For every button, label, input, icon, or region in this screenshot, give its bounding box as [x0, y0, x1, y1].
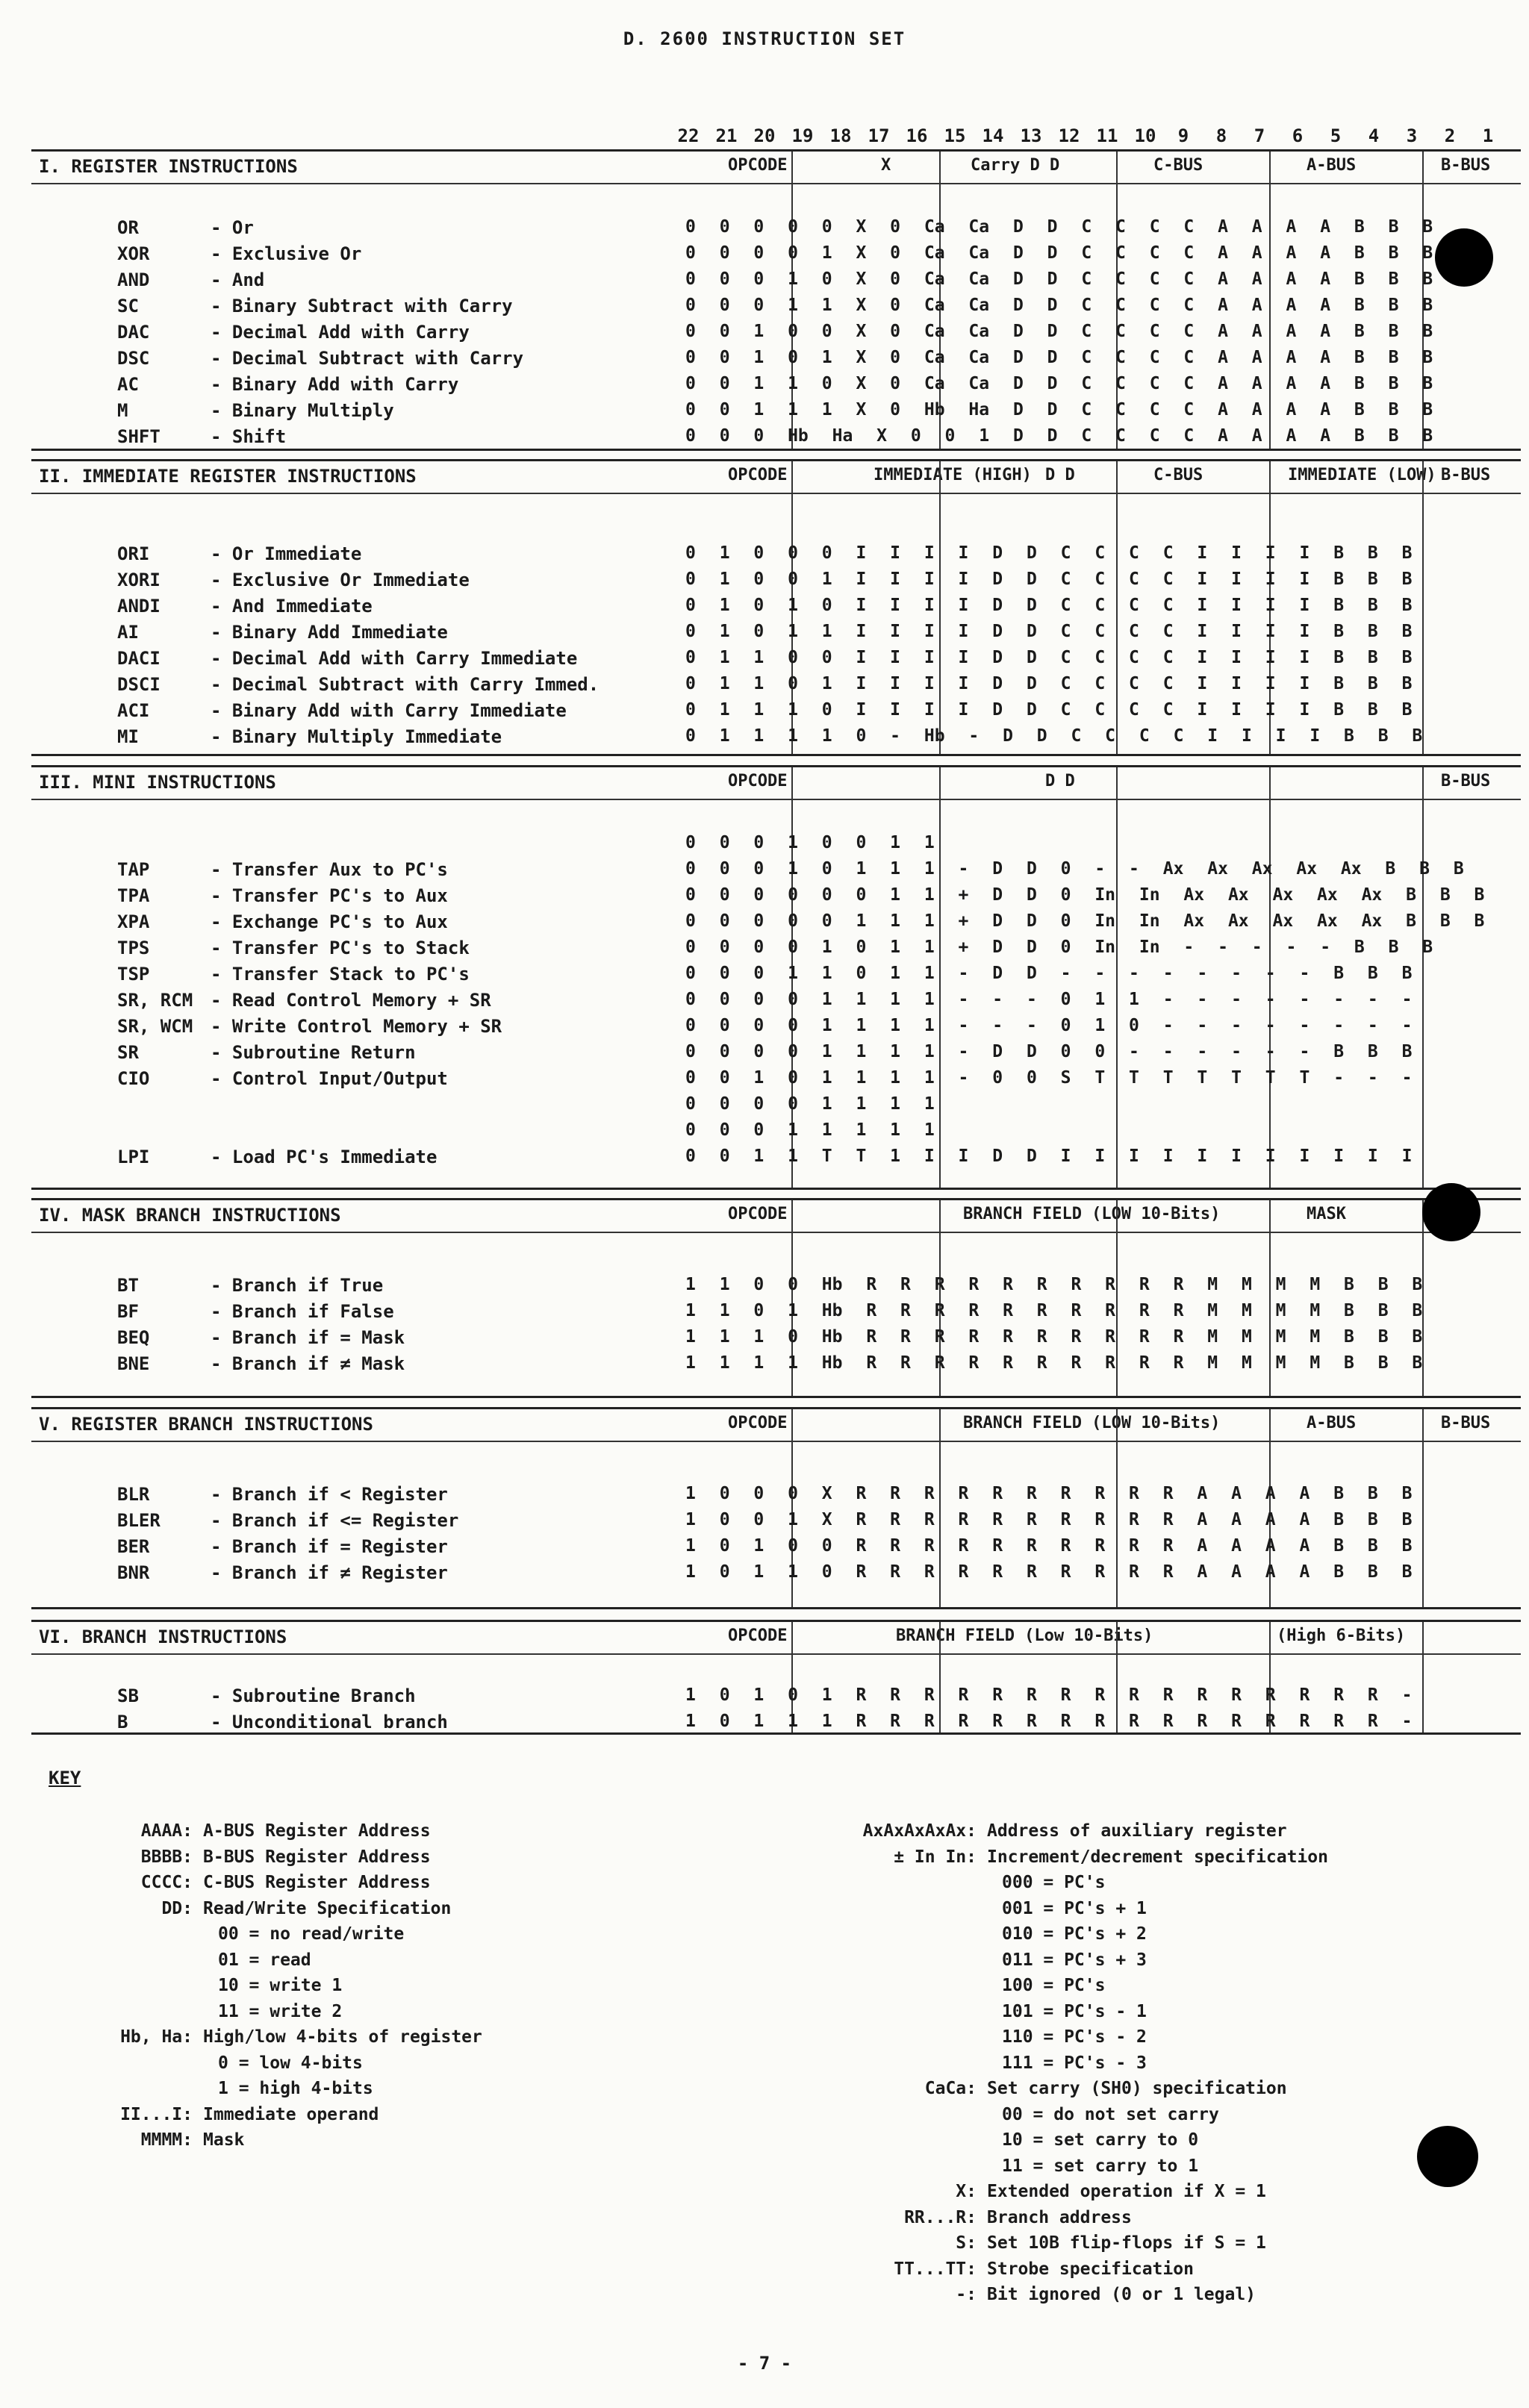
instruction-section: [31, 149, 1521, 451]
instruction-description: - Shift: [211, 426, 287, 447]
bit-encoding: 0 1 1 0 1 I I I I D D C C C C I I I I B B B: [685, 674, 1413, 693]
bit-number: 6: [1292, 125, 1304, 146]
mnemonic: SB: [117, 1685, 139, 1706]
bit-encoding: 1 0 0 1 X R R R R R R R R R R A A A A B B B: [685, 1510, 1413, 1529]
mnemonic: BNE: [117, 1353, 150, 1374]
key-definition: Address of auxiliary register: [987, 1821, 1287, 1841]
instruction-description: - Exclusive Or Immediate: [211, 570, 470, 590]
bit-encoding: 0 1 0 0 0 I I I I D D C C C C I I I I B B B: [685, 543, 1413, 563]
key-definition: High/low 4-bits of register: [203, 2027, 482, 2047]
bit-number: 22: [677, 125, 700, 146]
instruction-section: [31, 1198, 1521, 1398]
key-definition: 101 = PC's - 1: [1002, 2001, 1147, 2021]
bit-encoding: 0 0 0 0 0 0 1 1 + D D 0 In In Ax Ax Ax Ax Ax B B B: [685, 885, 1485, 905]
instruction-description: - And: [211, 269, 265, 290]
instruction-description: - Load PC's Immediate: [211, 1147, 437, 1167]
key-definition: B-BUS Register Address: [203, 1847, 431, 1867]
instruction-description: - Binary Multiply: [211, 400, 394, 421]
key-definition: Branch address: [987, 2207, 1132, 2227]
key-definition: Immediate operand: [203, 2104, 379, 2124]
bit-number: 1: [1482, 125, 1494, 146]
field-header: IMMEDIATE (HIGH): [874, 466, 1032, 484]
bit-number: 16: [906, 125, 928, 146]
mnemonic: TSP: [117, 964, 150, 985]
bit-encoding: 0 1 1 0 0 I I I I D D C C C C I I I I B B B: [685, 648, 1413, 667]
field-divider: [1422, 767, 1424, 1188]
field-header: B-BUS: [1441, 1414, 1491, 1432]
mnemonic: ORI: [117, 543, 150, 564]
bit-encoding: 0 0 1 1 0 X 0 Ca Ca D D C C C C A A A A B B B: [685, 374, 1433, 393]
bit-number: 5: [1330, 125, 1342, 146]
mnemonic: BER: [117, 1536, 150, 1557]
key-definition: Set carry (SH0) specification: [987, 2079, 1287, 2098]
bit-number: 15: [944, 125, 966, 146]
instruction-description: - Transfer Aux to PC's: [211, 859, 448, 880]
instruction-description: - Decimal Subtract with Carry: [211, 348, 524, 369]
punch-hole: [1435, 228, 1493, 287]
bit-number: 12: [1058, 125, 1080, 146]
bit-encoding: 0 0 0 0 1 0 1 1 + D D 0 In In - - - - - B B B: [685, 938, 1433, 957]
field-header: OPCODE: [728, 1626, 788, 1645]
mnemonic: DAC: [117, 322, 150, 343]
key-definition: Read/Write Specification: [203, 1898, 452, 1918]
mnemonic: OR: [117, 217, 139, 238]
section-header: [31, 767, 1521, 800]
instruction-description: - Decimal Subtract with Carry Immed.: [211, 674, 600, 695]
section-title: III. MINI INSTRUCTIONS: [39, 772, 276, 793]
bit-number: 3: [1406, 125, 1418, 146]
mnemonic: TAP: [117, 859, 150, 880]
mnemonic: ACI: [117, 700, 150, 721]
section-header: [31, 1200, 1521, 1233]
key-code: RR...R:: [904, 2207, 977, 2227]
key-definition: Strobe specification: [987, 2259, 1194, 2279]
field-header: B-BUS: [1441, 156, 1491, 175]
instruction-section: [31, 1620, 1521, 1735]
key-title: KEY: [49, 1768, 81, 1788]
instruction-description: - Binary Add with Carry Immediate: [211, 700, 567, 721]
instruction-description: - Read Control Memory + SR: [211, 990, 491, 1011]
section-title: V. REGISTER BRANCH INSTRUCTIONS: [39, 1414, 373, 1435]
instruction-description: - Binary Add Immediate: [211, 622, 448, 643]
bit-number: 17: [868, 125, 890, 146]
bit-encoding: 1 0 1 1 0 R R R R R R R R R R A A A A B B B: [685, 1562, 1413, 1582]
key-definition: 00 = do not set carry: [1002, 2104, 1219, 2124]
key-definition: 0 = low 4-bits: [218, 2053, 363, 2073]
bit-encoding: 0 0 0 1 0 X 0 Ca Ca D D C C C C A A A A B B B: [685, 269, 1433, 289]
instruction-description: - Unconditional branch: [211, 1712, 448, 1732]
key-code: MMMM:: [140, 2130, 193, 2150]
field-divider: [1422, 1200, 1424, 1396]
bit-number: 21: [715, 125, 738, 146]
bit-encoding: 0 0 0 1 1 1 1 1: [685, 1120, 935, 1140]
mnemonic: BEQ: [117, 1327, 150, 1348]
instruction-description: - Branch if <= Register: [211, 1510, 459, 1531]
instruction-description: - Transfer PC's to Stack: [211, 938, 470, 958]
key-code: BBBB:: [140, 1847, 193, 1867]
field-header: OPCODE: [728, 156, 788, 175]
section-title: II. IMMEDIATE REGISTER INSTRUCTIONS: [39, 466, 417, 487]
key-definition: 000 = PC's: [1002, 1873, 1106, 1892]
bit-number: 20: [753, 125, 776, 146]
bit-encoding: 0 0 0 1 1 X 0 Ca Ca D D C C C C A A A A B B B: [685, 296, 1433, 315]
key-definition: C-BUS Register Address: [203, 1873, 431, 1892]
bit-encoding: 0 1 0 0 1 I I I I D D C C C C I I I I B B B: [685, 570, 1413, 589]
field-header: B-BUS: [1441, 772, 1491, 790]
bit-encoding: 0 0 0 0 1 X 0 Ca Ca D D C C C C A A A A B B B: [685, 243, 1433, 263]
mnemonic: XPA: [117, 911, 150, 932]
instruction-description: - Transfer Stack to PC's: [211, 964, 470, 985]
key-code: Hb, Ha:: [120, 2027, 193, 2047]
field-header: Carry D D: [971, 156, 1060, 175]
bit-encoding: 0 0 0 0 1 1 1 1 - D D 0 0 - - - - - - B B B: [685, 1042, 1413, 1061]
key-code: TT...TT:: [894, 2259, 977, 2279]
mnemonic: AND: [117, 269, 150, 290]
section-header: [31, 1622, 1521, 1655]
field-header: OPCODE: [728, 772, 788, 790]
key-code: II...I:: [120, 2104, 193, 2124]
field-header: BRANCH FIELD (Low 10-Bits): [896, 1626, 1153, 1645]
bit-number: 11: [1096, 125, 1118, 146]
instruction-description: - Or: [211, 217, 254, 238]
bit-encoding: 1 0 1 0 1 R R R R R R R R R R R R R R R R -: [685, 1685, 1413, 1705]
instruction-description: - Decimal Add with Carry: [211, 322, 470, 343]
bit-number: 4: [1368, 125, 1380, 146]
bit-encoding: 0 0 1 0 1 X 0 Ca Ca D D C C C C A A A A B B B: [685, 348, 1433, 367]
bit-encoding: 0 0 0 0 1 1 1 1 - - - 0 1 1 - - - - - - - -: [685, 990, 1413, 1009]
mnemonic: BLR: [117, 1484, 150, 1505]
instruction-description: - Exclusive Or: [211, 243, 362, 264]
bit-encoding: 1 0 0 0 X R R R R R R R R R R A A A A B B B: [685, 1484, 1413, 1503]
bit-encoding: 0 1 1 1 0 I I I I D D C C C C I I I I B B B: [685, 700, 1413, 720]
bit-encoding: 0 0 1 1 1 X 0 Hb Ha D D C C C C A A A A B B B: [685, 400, 1433, 419]
mnemonic: BF: [117, 1301, 139, 1322]
bit-encoding: 1 1 1 1 Hb R R R R R R R R R R M M M M B B B: [685, 1353, 1423, 1373]
mnemonic: B: [117, 1712, 128, 1732]
punch-hole: [1422, 1183, 1480, 1241]
key-definition: 100 = PC's: [1002, 1976, 1106, 1995]
field-header: OPCODE: [728, 466, 788, 484]
key-definition: 110 = PC's - 2: [1002, 2027, 1147, 2047]
field-header: C-BUS: [1153, 156, 1203, 175]
field-header: C-BUS: [1153, 466, 1203, 484]
instruction-section: [31, 1407, 1521, 1609]
mnemonic: XORI: [117, 570, 161, 590]
bit-encoding: 0 0 1 0 0 X 0 Ca Ca D D C C C C A A A A B B B: [685, 322, 1433, 341]
bit-number: 19: [791, 125, 814, 146]
section-title: VI. BRANCH INSTRUCTIONS: [39, 1626, 287, 1647]
field-header: A-BUS: [1307, 156, 1357, 175]
bit-number: 18: [829, 125, 852, 146]
mnemonic: AI: [117, 622, 139, 643]
key-code: ± In In:: [894, 1847, 977, 1867]
key-code: -:: [956, 2285, 977, 2304]
bit-encoding: 0 0 0 1 0 0 1 1: [685, 833, 935, 852]
mnemonic: MI: [117, 726, 139, 747]
page-title: D. 2600 INSTRUCTION SET: [623, 28, 906, 49]
mnemonic: BLER: [117, 1510, 161, 1531]
page-number: - 7 -: [737, 2353, 792, 2374]
instruction-description: - Exchange PC's to Aux: [211, 911, 448, 932]
bit-encoding: 0 0 1 0 1 1 1 1 - 0 0 S T T T T T T T - - -: [685, 1068, 1413, 1088]
instruction-description: - Branch if ≠ Mask: [211, 1353, 405, 1374]
instruction-description: - Binary Subtract with Carry: [211, 296, 513, 316]
mnemonic: ANDI: [117, 596, 161, 617]
mnemonic: DSCI: [117, 674, 161, 695]
mnemonic: DACI: [117, 648, 161, 669]
key-definition: Increment/decrement specification: [987, 1847, 1328, 1867]
bit-number: 2: [1444, 125, 1456, 146]
section-header: [31, 461, 1521, 494]
mnemonic: TPS: [117, 938, 150, 958]
key-code: DD:: [161, 1898, 193, 1918]
mnemonic: CIO: [117, 1068, 150, 1089]
mnemonic: TPA: [117, 885, 150, 906]
field-divider: [1422, 1622, 1424, 1732]
bit-encoding: 0 0 0 0 0 1 1 1 + D D 0 In In Ax Ax Ax Ax Ax B B B: [685, 911, 1485, 931]
instruction-description: - Branch if < Register: [211, 1484, 448, 1505]
mnemonic: SR: [117, 1042, 139, 1063]
bit-encoding: 0 0 0 0 1 1 1 1 - - - 0 1 0 - - - - - - - -: [685, 1016, 1413, 1035]
field-divider: [1422, 461, 1424, 754]
key-definition: 011 = PC's + 3: [1002, 1950, 1147, 1970]
mnemonic: SR, WCM: [117, 1016, 193, 1037]
key-definition: Bit ignored (0 or 1 legal): [987, 2285, 1256, 2304]
bit-encoding: 0 0 1 1 T T 1 I I D D I I I I I I I I I I I: [685, 1147, 1413, 1166]
mnemonic: SHFT: [117, 426, 161, 447]
instruction-description: - Branch if False: [211, 1301, 394, 1322]
key-definition: 00 = no read/write: [218, 1924, 405, 1944]
key-definition: Extended operation if X = 1: [987, 2182, 1266, 2201]
instruction-description: - Branch if True: [211, 1275, 384, 1296]
instruction-section: [31, 459, 1521, 756]
field-header: IMMEDIATE (LOW): [1288, 466, 1436, 484]
mnemonic: BT: [117, 1275, 139, 1296]
mnemonic: SR, RCM: [117, 990, 193, 1011]
field-header: B-BUS: [1441, 466, 1491, 484]
bit-encoding: 0 1 1 1 1 0 - Hb - D D C C C C I I I I B B B: [685, 726, 1423, 746]
bit-encoding: 0 1 0 1 1 I I I I D D C C C C I I I I B B B: [685, 622, 1413, 641]
mnemonic: BNR: [117, 1562, 150, 1583]
instruction-section: [31, 765, 1521, 1190]
key-definition: 10 = write 1: [218, 1976, 343, 1995]
field-header: D D: [1045, 772, 1075, 790]
key-code: AAAA:: [140, 1821, 193, 1841]
key-code: AxAxAxAxAx:: [862, 1821, 977, 1841]
mnemonic: XOR: [117, 243, 150, 264]
instruction-description: - Branch if = Mask: [211, 1327, 405, 1348]
key-definition: Set 10B flip-flops if S = 1: [987, 2233, 1266, 2253]
key-definition: 010 = PC's + 2: [1002, 1924, 1147, 1944]
bit-encoding: 0 0 0 Hb Ha X 0 0 1 D D C C C C A A A A B B B: [685, 426, 1433, 446]
key-definition: 11 = set carry to 1: [1002, 2156, 1199, 2176]
bit-encoding: 1 1 0 0 Hb R R R R R R R R R R M M M M B B B: [685, 1275, 1423, 1294]
bit-encoding: 0 0 0 0 0 X 0 Ca Ca D D C C C C A A A A B B B: [685, 217, 1433, 237]
field-header: BRANCH FIELD (LOW 10-Bits): [963, 1414, 1221, 1432]
field-divider: [1422, 1409, 1424, 1607]
field-header: MASK: [1307, 1205, 1346, 1223]
key-definition: 111 = PC's - 3: [1002, 2053, 1147, 2073]
mnemonic: AC: [117, 374, 139, 395]
field-header: OPCODE: [728, 1205, 788, 1223]
section-header: [31, 152, 1521, 184]
key-definition: 001 = PC's + 1: [1002, 1898, 1147, 1918]
mnemonic: DSC: [117, 348, 150, 369]
bit-encoding: 0 1 0 1 0 I I I I D D C C C C I I I I B B B: [685, 596, 1413, 615]
key-code: CaCa:: [924, 2079, 977, 2098]
mnemonic: SC: [117, 296, 139, 316]
bit-encoding: 1 0 1 0 0 R R R R R R R R R R A A A A B B B: [685, 1536, 1413, 1556]
instruction-description: - Transfer PC's to Aux: [211, 885, 448, 906]
field-header: (High 6-Bits): [1277, 1626, 1406, 1645]
instruction-description: - Binary Add with Carry: [211, 374, 459, 395]
key-definition: A-BUS Register Address: [203, 1821, 431, 1841]
instruction-description: - Subroutine Return: [211, 1042, 416, 1063]
section-header: [31, 1409, 1521, 1442]
bit-number: 9: [1177, 125, 1189, 146]
bit-encoding: 0 0 0 1 0 1 1 1 - D D 0 - - Ax Ax Ax Ax Ax B B B: [685, 859, 1464, 879]
field-header: A-BUS: [1307, 1414, 1357, 1432]
section-title: I. REGISTER INSTRUCTIONS: [39, 156, 298, 177]
bit-encoding: 1 1 0 1 Hb R R R R R R R R R R M M M M B B B: [685, 1301, 1423, 1320]
field-header: OPCODE: [728, 1414, 788, 1432]
bit-number: 14: [982, 125, 1004, 146]
instruction-description: - And Immediate: [211, 596, 373, 617]
instruction-description: - Or Immediate: [211, 543, 362, 564]
instruction-description: - Binary Multiply Immediate: [211, 726, 502, 747]
bit-number: 13: [1020, 125, 1042, 146]
field-header: BRANCH FIELD (LOW 10-Bits): [963, 1205, 1221, 1223]
field-header: X: [881, 156, 891, 175]
bit-number: 7: [1254, 125, 1265, 146]
mnemonic: LPI: [117, 1147, 150, 1167]
bit-number: 10: [1134, 125, 1156, 146]
instruction-description: - Branch if ≠ Register: [211, 1562, 448, 1583]
key-code: X:: [956, 2182, 977, 2201]
bit-number: 8: [1215, 125, 1227, 146]
section-title: IV. MASK BRANCH INSTRUCTIONS: [39, 1205, 341, 1226]
instruction-description: - Subroutine Branch: [211, 1685, 416, 1706]
key-definition: 01 = read: [218, 1950, 311, 1970]
key-code: CCCC:: [140, 1873, 193, 1892]
bit-encoding: 0 0 0 1 1 0 1 1 - D D - - - - - - - - B B B: [685, 964, 1413, 983]
punch-hole: [1417, 2126, 1478, 2187]
key-code: S:: [956, 2233, 977, 2253]
key-definition: 11 = write 2: [218, 2001, 343, 2021]
bit-number-header: [672, 125, 1516, 148]
bit-encoding: 1 1 1 0 Hb R R R R R R R R R R M M M M B B B: [685, 1327, 1423, 1347]
instruction-description: - Branch if = Register: [211, 1536, 448, 1557]
instruction-description: - Control Input/Output: [211, 1068, 448, 1089]
key-definition: Mask: [203, 2130, 245, 2150]
key-definition: 10 = set carry to 0: [1002, 2130, 1199, 2150]
field-header: D D: [1045, 466, 1075, 484]
instruction-description: - Decimal Add with Carry Immediate: [211, 648, 578, 669]
instruction-description: - Write Control Memory + SR: [211, 1016, 502, 1037]
bit-encoding: 0 0 0 0 1 1 1 1: [685, 1094, 935, 1114]
mnemonic: M: [117, 400, 128, 421]
bit-encoding: 1 0 1 1 1 R R R R R R R R R R R R R R R R -: [685, 1712, 1413, 1731]
key-definition: 1 = high 4-bits: [218, 2079, 373, 2098]
